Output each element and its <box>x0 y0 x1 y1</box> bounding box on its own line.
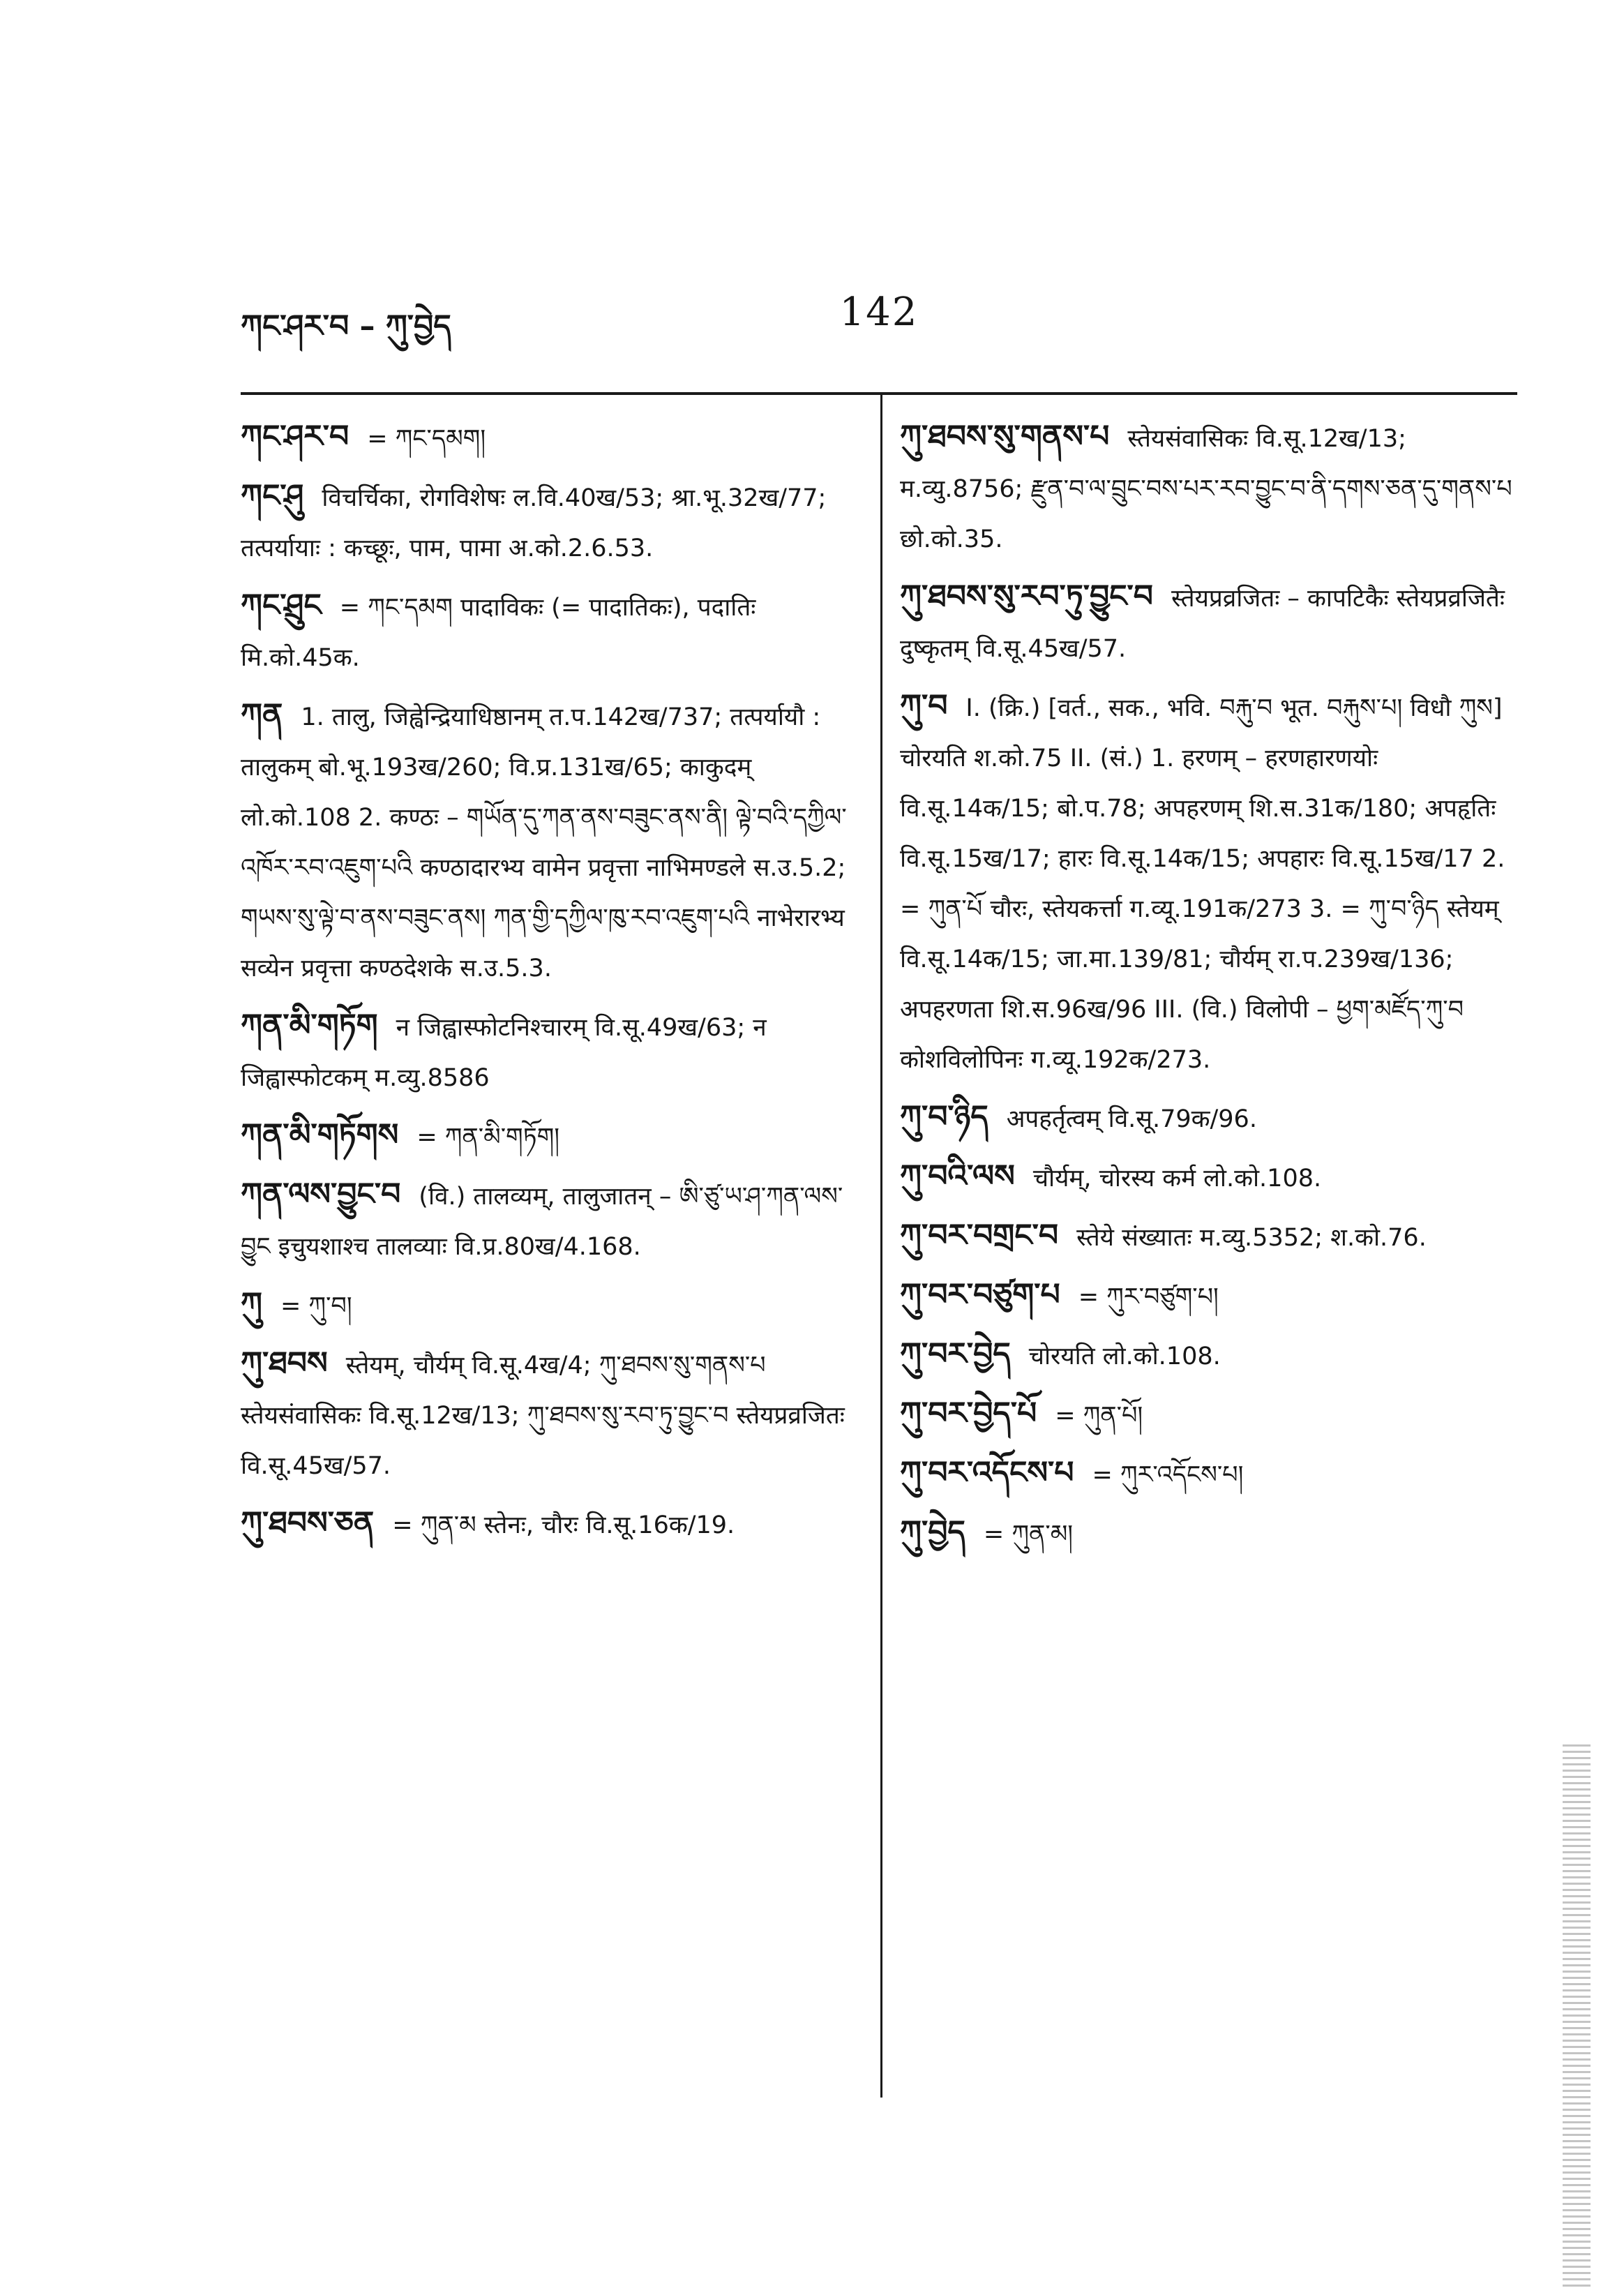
entry-body: = ཀང་དམག། <box>367 425 486 453</box>
entry-body: I. (क्रि.) [वर्त., सक., भवि. བརྐུ་བ भूत. བརྐུས་པ། विधौ ཀུས] चोरयति श.को.75 II. (सं.) 1. हरणम् – हरणहारणयोः वि.सू.14क/15; बो.प.78; अपहरणम् शि.स.31क/180; अपहृतिः वि.सू.15ख/17; हारः वि.सू.14क/15; अपहारः वि.सू.15ख/17 2. = ཀུན་པོ चौरः, स्तेयकर्त्ता ग.व्यू.191क/273 3. = ཀུ་བ་ཉིད स्तेयम् वि.सू.14क/15; जा.मा.139/81; चौर्यम् रा.प.239ख/136; अपहरणता शि.स.96ख/96 III. (वि.) विलोपी – ཕྱག་མཛོད་ཀུ་བ कोशविलोपिनः ग.व्यू.192क/273. <box>900 694 1505 1074</box>
dictionary-entry <box>241 690 855 994</box>
entry-body: = ཀུ་བ། <box>280 1292 352 1320</box>
entry-body: अपहर्तृत्वम् वि.सू.79क/96. <box>1006 1105 1257 1133</box>
entry-headword: ཀུ་བར་བགྲང་བ <box>900 1218 1059 1253</box>
entry-headword: ཀུ་བར་བྱེད <box>900 1336 1011 1372</box>
entry-body: = ཀུན་མ स्तेनः, चौरः वि.सू.16क/19. <box>392 1511 735 1539</box>
entry-headword: ཀང་ཤུ <box>241 478 304 514</box>
dictionary-entry <box>241 1279 855 1331</box>
entry-headword: ཀུ <box>241 1286 262 1322</box>
dictionary-entry <box>241 1001 855 1103</box>
entry-body: = ཀུན་པོ། <box>1055 1402 1143 1430</box>
dictionary-entry <box>900 1211 1517 1263</box>
scan-edge-artifact <box>1563 1744 1591 2289</box>
entry-body: (वि.) तालव्यम्, तालुजातन् – ཨི་ཙུ་ཡ་ཤ་ཀན་ལས་བྱུང इचुयशाश्च तालव्याः वि.प्र.80ख/4.168. <box>241 1183 843 1261</box>
dictionary-entry <box>241 412 855 464</box>
header-rule <box>241 392 1517 395</box>
dictionary-entry <box>900 1389 1517 1441</box>
entry-body: चोरयति लो.को.108. <box>1028 1343 1221 1370</box>
entry-body: स्तेये संख्यातः म.व्यु.5352; श.को.76. <box>1076 1224 1427 1252</box>
dictionary-entry <box>900 1507 1517 1560</box>
entry-headword: ཀུ་བྱེད <box>900 1514 965 1550</box>
entry-headword: ཀུ་བའི་ལས <box>900 1158 1015 1194</box>
entry-headword: ཀུ་ཐབས་སུ་གནས་པ <box>900 419 1110 454</box>
column-divider <box>880 395 882 2098</box>
entry-body: = ཀུར་འདོངས་པ། <box>1092 1461 1244 1489</box>
entry-headword: ཀུ་བར་བཙུག་པ <box>900 1277 1060 1313</box>
dictionary-entry <box>241 1110 855 1163</box>
entry-headword: ཀུ་ཐབས་སུ་རབ་ཏུ་བྱུང་བ <box>900 578 1153 614</box>
entry-headword: ཀུ་བར་བྱེད་པོ <box>900 1396 1037 1431</box>
dictionary-entry <box>900 412 1517 565</box>
entry-body: = ཀུར་བཙུག་པ། <box>1078 1283 1219 1311</box>
entry-headword: ཀན་ལས་བྱུང་བ <box>241 1176 401 1212</box>
dictionary-entry <box>900 1151 1517 1204</box>
entry-headword: ཀན <box>241 697 283 733</box>
entry-headword: ཀུ་ཐབས <box>241 1345 328 1381</box>
left-column <box>241 412 855 1557</box>
dictionary-entry <box>241 471 855 574</box>
dictionary-entry <box>900 1329 1517 1382</box>
dictionary-entry <box>900 1448 1517 1500</box>
entry-headword: ཀུ་བར་འདོངས་པ <box>900 1455 1074 1490</box>
entry-body: स्तेयसंवासिकः वि.सू.12ख/13; म.व्यु.8756; རྫུན་བ་ལ་བྲུང་བས་པར་རབ་བྱུང་བ་ནི་དགས་ཅན་དུ་གནས་པ छो.को.35. <box>900 425 1512 553</box>
entry-body: विचर्चिका, रोगविशेषः ल.वि.40ख/53; श्रा.भू.32ख/77; तत्पर्यायाः : कच्छूः, पाम, पामा अ.को.2.6.53. <box>241 484 827 562</box>
entry-headword: ཀུ་ཐབས་ཅན <box>241 1505 375 1541</box>
entry-headword: ཀན་མི་གཏོག <box>241 1008 378 1043</box>
page-number: 142 <box>839 290 919 335</box>
dictionary-entry <box>241 1169 855 1272</box>
dictionary-entry <box>900 1092 1517 1144</box>
entry-headword: ཀང་ཤར་བ <box>241 419 349 454</box>
entry-headword: ཀུ་བ་ཉིད <box>900 1099 988 1135</box>
dictionary-entry <box>900 681 1517 1085</box>
entry-headword: ཀན་མི་གཏོགས <box>241 1117 399 1153</box>
entry-body: = ཀན་མི་གཏོག། <box>416 1123 559 1151</box>
entry-body: स्तेयप्रव्रजितः – कापटिकैः स्तेयप्रव्रजितैः दुष्कृतम् वि.सू.45ख/57. <box>900 585 1505 663</box>
entry-body: चौर्यम्, चोरस्य कर्म लो.को.108. <box>1032 1165 1322 1193</box>
dictionary-entry <box>241 1498 855 1550</box>
right-column <box>900 412 1517 1567</box>
entry-headword: ཀང་ཤྲུང <box>241 588 322 623</box>
entry-body: न जिह्वास्फोटनिश्चारम् वि.सू.49ख/63; न जिह्वास्फोटकम् म.व्यु.8586 <box>241 1014 767 1092</box>
entry-body: 1. तालु, जिह्वेन्द्रियाधिष्ठानम् त.प.142ख/737; तत्पर्यायौ : तालुकम् बो.भू.193ख/260; वि.प्र.131ख/65; काकुदम् लो.को.108 2. कण्ठः – གཡོན་དུ་ཀན་ནས་བཟུང་ནས་ནི། ལྟེ་བའི་དཀྱིལ་འཁོར་རབ་འཇུག་པའི कण्ठादारभ्य वामेन प्रवृत्ता नाभिमण्डले स.उ.5.2; གཡས་སུ་ལྟེ་བ་ནས་བཟུང་ནས། ཀན་གྱི་དཀྱིལ་ཁུ་རབ་འཇུག་པའི नाभेरारभ्य सव्येन प्रवृत्ता कण्ठदेशके स.उ.5.3. <box>241 703 847 982</box>
entry-body: स्तेयम्, चौर्यम् वि.सू.4ख/4; ཀུ་ཐབས་སུ་གནས་པ स्तेयसंवासिकः वि.सू.12ख/13; ཀུ་ཐབས་སུ་རབ་ཏུ་བྱུང་བ स्तेयप्रव्रजितः वि.सू.45ख/57. <box>241 1352 845 1480</box>
dictionary-entry <box>241 1338 855 1491</box>
entry-body: = ཀུན་མ། <box>983 1520 1074 1548</box>
dictionary-entry <box>900 1270 1517 1322</box>
running-head: ཀང་ཤར་བ – ཀུ་བྱེད <box>241 308 451 344</box>
dictionary-entry <box>900 571 1517 674</box>
entry-body: = ཀང་དམག पादाविकः (= पादातिकः), पदातिः मि.को.45क. <box>241 594 756 672</box>
entry-headword: ཀུ་བ <box>900 688 948 724</box>
dictionary-entry <box>241 581 855 683</box>
